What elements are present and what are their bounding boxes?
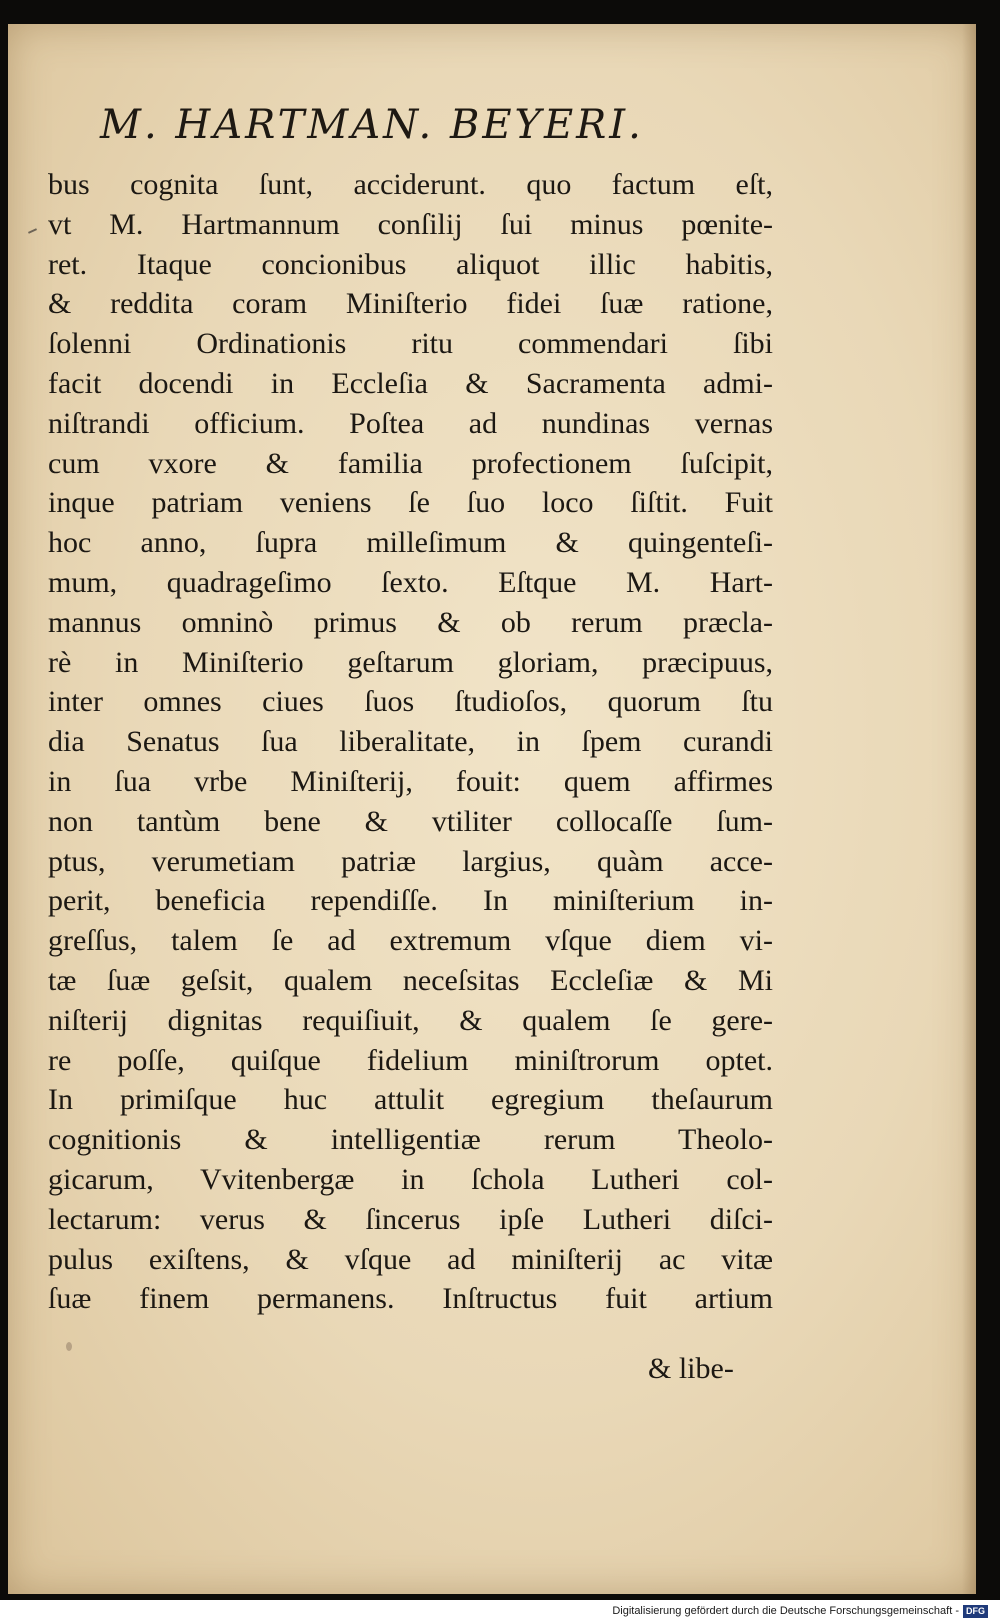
text-line: ſuæ finem permanens. Inſtructus fuit artium [48, 1282, 773, 1316]
text-line: pulus exiſtens, & vſque ad miniſterij ac vitæ [48, 1242, 773, 1276]
text-line: lectarum: verus & ſincerus ipſe Lutheri diſci- [48, 1202, 773, 1236]
text-line: perit, beneficia rependiſſe. In miniſterium in- [48, 884, 773, 918]
margin-mark [28, 228, 37, 234]
text-line: dia Senatus ſua liberalitate, in ſpem curandi [48, 725, 773, 759]
text-line: rè in Miniſterio geſtarum gloriam, præcipuus, [48, 645, 773, 679]
text-line: cognitionis & intelligentiæ rerum Theolo- [48, 1123, 773, 1157]
text-line: & reddita coram Miniſterio fidei ſuæ ratione, [48, 287, 773, 321]
text-line: facit docendi in Eccleſia & Sacramenta admi- [48, 366, 773, 400]
text-line: inque patriam veniens ſe ſuo loco ſiſtit. Fuit [48, 486, 773, 520]
digitization-credit [612, 1603, 988, 1619]
credit-text: Digitalisierung gefördert durch die Deutsche Forschungsgemeinschaft - [612, 1605, 959, 1617]
text-line: inter omnes ciues ſuos ſtudioſos, quorum ſtu [48, 685, 773, 719]
text-line: ptus, verumetiam patriæ largius, quàm acce- [48, 844, 773, 878]
text-line: vt M. Hartmannum conſilij ſui minus pœnite- [48, 207, 773, 241]
text-line: hoc anno, ſupra milleſimum & quingenteſi- [48, 526, 773, 560]
text-line: niſtrandi officium. Poſtea ad nundinas vernas [48, 406, 773, 440]
text-line: mum, quadrageſimo ſexto. Eſtque M. Hart- [48, 565, 773, 599]
text-line: tæ ſuæ geſsit, qualem neceſsitas Eccleſiæ & Mi [48, 963, 773, 997]
text-line: mannus omninò primus & ob rerum præcla- [48, 605, 773, 639]
text-line: greſſus, talem ſe ad extremum vſque diem vi- [48, 924, 773, 958]
text-line: ſolenni Ordinationis ritu commendari ſibi [48, 327, 773, 361]
text-line: niſterij dignitas requiſiuit, & qualem ſe gere- [48, 1003, 773, 1037]
body-text [48, 165, 773, 1319]
text-line: In primiſque huc attulit egregium theſaurum [48, 1083, 773, 1117]
dfg-logo: DFG [963, 1605, 988, 1618]
paper-stain [66, 1342, 72, 1351]
text-line: ret. Itaque concionibus aliquot illic habitis, [48, 247, 773, 281]
running-head: M. HARTMAN. BEYERI. [100, 102, 644, 148]
text-line: non tantùm bene & vtiliter collocaſſe ſum- [48, 804, 773, 838]
text-line: re poſſe, quiſque fidelium miniſtrorum optet. [48, 1043, 773, 1077]
text-line: in ſua vrbe Miniſterij, fouit: quem affirmes [48, 764, 773, 798]
book-page [8, 24, 976, 1594]
catchword: & libe- [648, 1352, 734, 1385]
text-line: cum vxore & familia profectionem ſuſcipit, [48, 446, 773, 480]
text-line: bus cognita ſunt, acciderunt. quo factum eſt, [48, 168, 773, 201]
text-line: gicarum, Vvitenbergæ in ſchola Lutheri col- [48, 1162, 773, 1196]
